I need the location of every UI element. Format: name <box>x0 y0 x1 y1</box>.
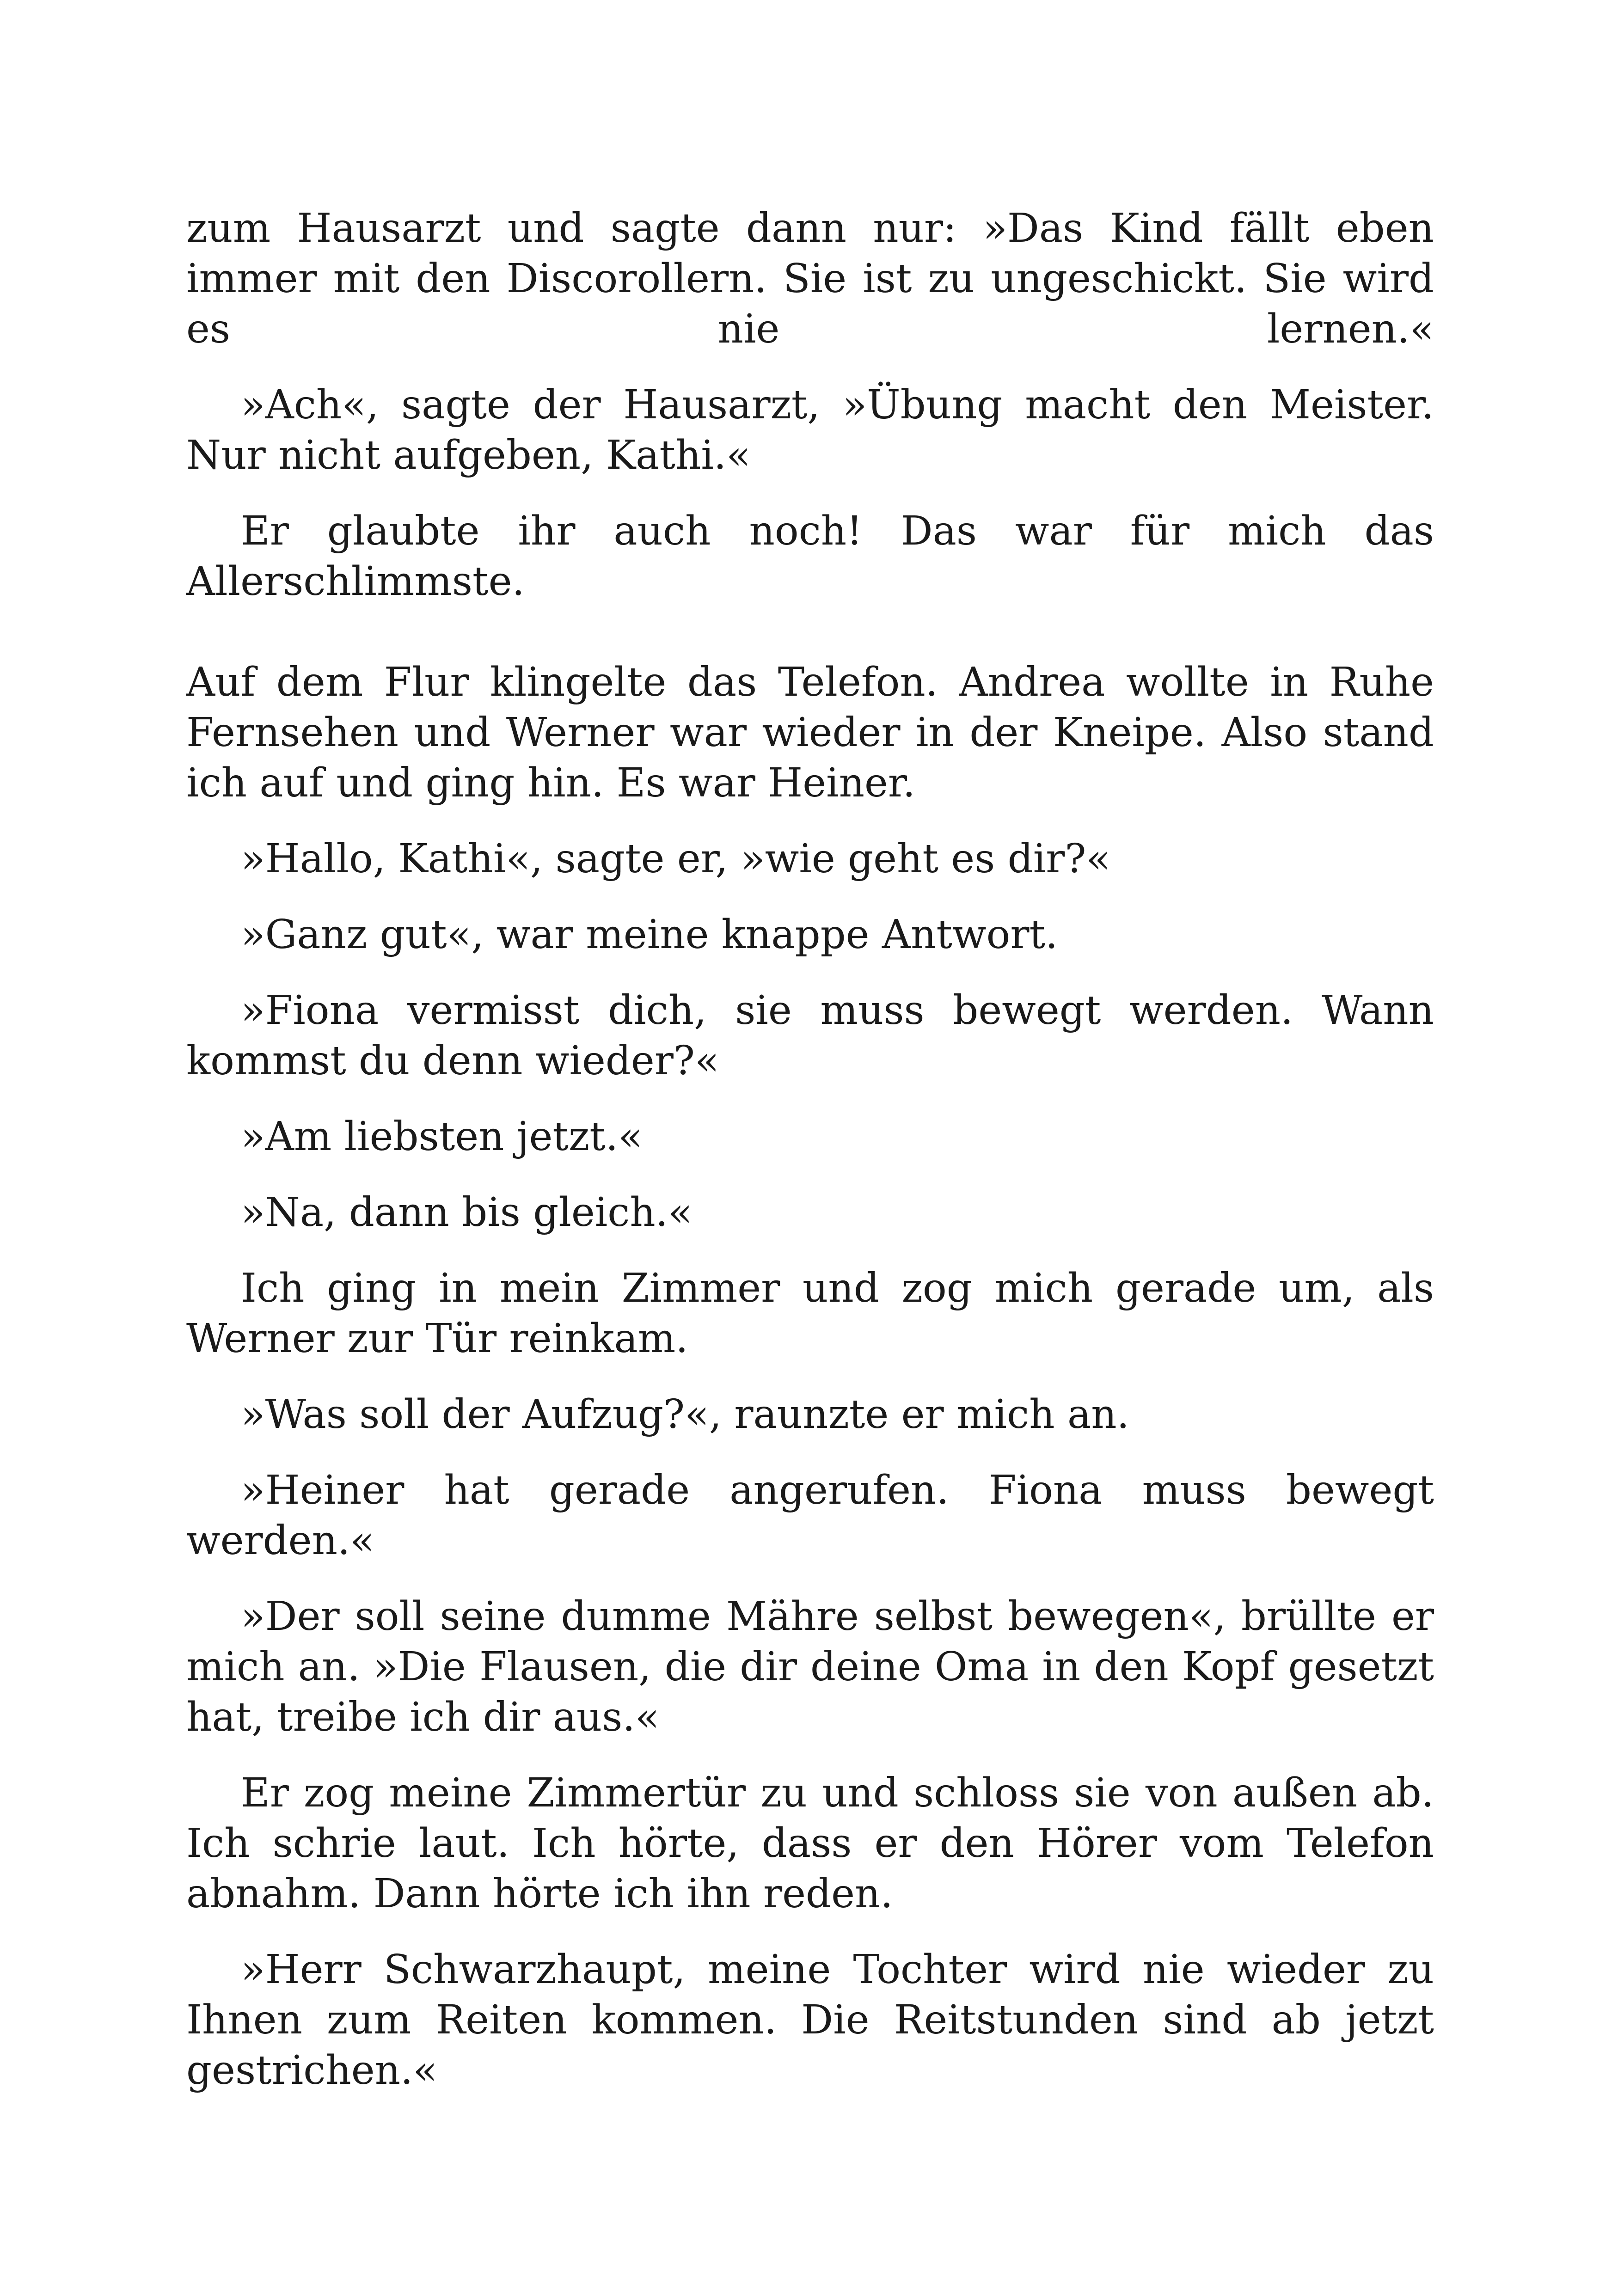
paragraph: »Was soll der Aufzug?«, raunzte er mich an. <box>241 1391 1129 1438</box>
paragraph: Auf dem Flur klingelte das Telefon. Andrea wollte in Ruhe Fernsehen und Werner war wieder in der Kneipe. Also stand ich auf und ging hin. Es war Heiner. <box>186 659 1434 806</box>
paragraph: »Am liebsten jetzt.« <box>241 1114 643 1160</box>
section-break <box>186 607 1434 657</box>
paragraph: »Ganz gut«, war meine knappe Antwort. <box>241 912 1058 958</box>
paragraph: »Na, dann bis gleich.« <box>241 1189 693 1236</box>
paragraph: »Der soll seine dumme Mähre selbst bewegen«, brüllte er mich an. »Die Flausen, die dir deine Oma in den Kopf gesetzt hat, treibe ich dir aus.« <box>186 1593 1434 1740</box>
paragraph: »Herr Schwarzhaupt, meine Tochter wird nie wieder zu Ihnen zum Reiten kommen. Die Reitstunden sind ab jetzt gestrichen.« <box>186 1947 1434 2094</box>
paragraph: »Hallo, Kathi«, sagte er, »wie geht es dir?« <box>241 836 1111 882</box>
body-text <box>186 203 1434 2096</box>
paragraph: zum Hausarzt und sagte dann nur: »Das Kind fällt eben immer mit den Discorollern. Sie ist zu ungeschickt. Sie wird es nie lernen.« <box>186 205 1434 352</box>
paragraph: Er zog meine Zimmertür zu und schloss sie von außen ab. Ich schrie laut. Ich hörte, dass er den Hörer vom Telefon abnahm. Dann hörte ich ihn reden. <box>186 1770 1434 1917</box>
paragraph: Ich ging in mein Zimmer und zog mich gerade um, als Werner zur Tür reinkam. <box>186 1265 1434 1362</box>
paragraph: »Ach«, sagte der Hausarzt, »Übung macht den Meister. Nur nicht aufgeben, Kathi.« <box>186 382 1434 478</box>
paragraph: Er glaubte ihr auch noch! Das war für mich das Allerschlimmste. <box>186 508 1434 605</box>
paragraph: »Fiona vermisst dich, sie muss bewegt werden. Wann kommst du denn wieder?« <box>186 987 1434 1084</box>
paragraph: »Heiner hat gerade angerufen. Fiona muss bewegt werden.« <box>186 1467 1434 1564</box>
